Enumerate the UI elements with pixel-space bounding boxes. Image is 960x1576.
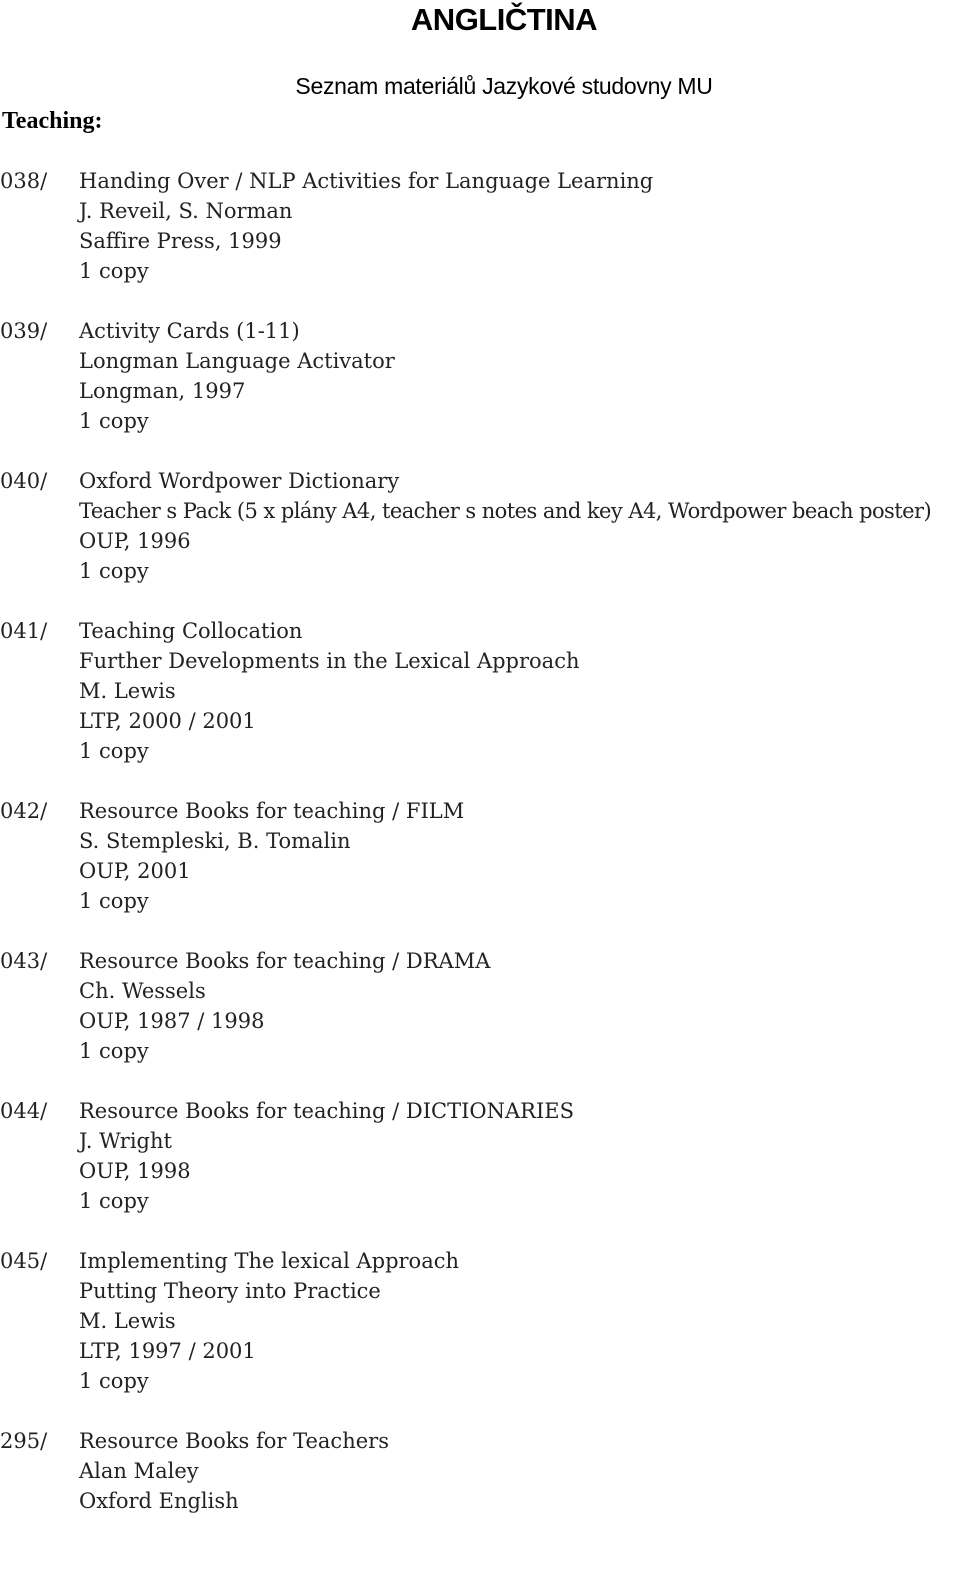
- entry-title: Handing Over / NLP Activities for Language Learning: [79, 169, 654, 193]
- catalog-entry-044: [0, 1096, 960, 1246]
- entry-copies: 1 copy: [79, 889, 149, 913]
- entry-publisher: Oxford English: [79, 1489, 239, 1513]
- entry-title: Resource Books for teaching / DICTIONARIES: [79, 1099, 574, 1123]
- entry-number: 295/: [0, 1429, 48, 1453]
- entry-number: 039/: [0, 319, 48, 343]
- entry-title: Teaching Collocation: [79, 619, 303, 643]
- entry-number: 043/: [0, 949, 48, 973]
- entry-details: [79, 796, 960, 916]
- entry-title: Oxford Wordpower Dictionary: [79, 469, 400, 493]
- entry-details: [79, 946, 960, 1066]
- entry-title: Resource Books for Teachers: [79, 1429, 389, 1453]
- section-heading: Teaching:: [2, 108, 103, 134]
- entry-number: 041/: [0, 619, 48, 643]
- entry-publisher: OUP, 1998: [79, 1159, 191, 1183]
- entry-title: Implementing The lexical Approach: [79, 1249, 460, 1273]
- entry-publisher: Longman, 1997: [79, 379, 246, 403]
- entry-details: [79, 1426, 960, 1516]
- entry-details: [79, 166, 960, 286]
- entry-title: Resource Books for teaching / FILM: [79, 799, 465, 823]
- entry-publisher: Saffire Press, 1999: [79, 229, 282, 253]
- page-subtitle: Seznam materiálů Jazykové studovny MU: [295, 73, 713, 99]
- entry-number: 045/: [0, 1249, 48, 1273]
- entry-copies: 1 copy: [79, 739, 149, 763]
- entry-details: [79, 616, 960, 766]
- entry-author: J. Reveil, S. Norman: [79, 199, 293, 223]
- entry-subtitle: Further Developments in the Lexical Approach: [79, 649, 580, 673]
- catalog-entry-040: [0, 466, 960, 616]
- entry-publisher: LTP, 1997 / 2001: [79, 1339, 256, 1363]
- entry-details: [79, 466, 960, 586]
- entry-copies: 1 copy: [79, 1369, 149, 1393]
- catalog-entry-043: [0, 946, 960, 1096]
- entry-subtitle: Teacher s Pack (5 x plány A4, teacher s notes and key A4, Wordpower beach poster): [79, 499, 932, 523]
- entry-author: M. Lewis: [79, 679, 176, 703]
- entry-publisher: OUP, 1987 / 1998: [79, 1009, 265, 1033]
- catalog-entry-038: [0, 166, 960, 316]
- entry-author: M. Lewis: [79, 1309, 176, 1333]
- catalog-list: [0, 166, 960, 1576]
- entry-number: 038/: [0, 169, 48, 193]
- catalog-entry-039: [0, 316, 960, 466]
- entry-publisher: LTP, 2000 / 2001: [79, 709, 256, 733]
- entry-publisher: OUP, 1996: [79, 529, 191, 553]
- entry-subtitle: Longman Language Activator: [79, 349, 395, 373]
- page-title: ANGLIČTINA: [410, 2, 598, 37]
- entry-title: Activity Cards (1-11): [79, 319, 300, 343]
- entry-number: 044/: [0, 1099, 48, 1123]
- catalog-entry-295: [0, 1426, 960, 1576]
- entry-details: [79, 316, 960, 436]
- entry-author: Alan Maley: [79, 1459, 199, 1483]
- entry-subtitle: Putting Theory into Practice: [79, 1279, 381, 1303]
- entry-number: 042/: [0, 799, 48, 823]
- entry-copies: 1 copy: [79, 1189, 149, 1213]
- entry-copies: 1 copy: [79, 559, 149, 583]
- entry-copies: 1 copy: [79, 1039, 149, 1063]
- catalog-entry-041: [0, 616, 960, 796]
- entry-author: J. Wright: [79, 1129, 172, 1153]
- entry-title: Resource Books for teaching / DRAMA: [79, 949, 491, 973]
- entry-number: 040/: [0, 469, 48, 493]
- entry-publisher: OUP, 2001: [79, 859, 191, 883]
- entry-details: [79, 1096, 960, 1216]
- catalog-entry-045: [0, 1246, 960, 1426]
- entry-copies: 1 copy: [79, 409, 149, 433]
- catalog-entry-042: [0, 796, 960, 946]
- entry-author: S. Stempleski, B. Tomalin: [79, 829, 351, 853]
- entry-copies: 1 copy: [79, 259, 149, 283]
- entry-author: Ch. Wessels: [79, 979, 206, 1003]
- entry-details: [79, 1246, 960, 1396]
